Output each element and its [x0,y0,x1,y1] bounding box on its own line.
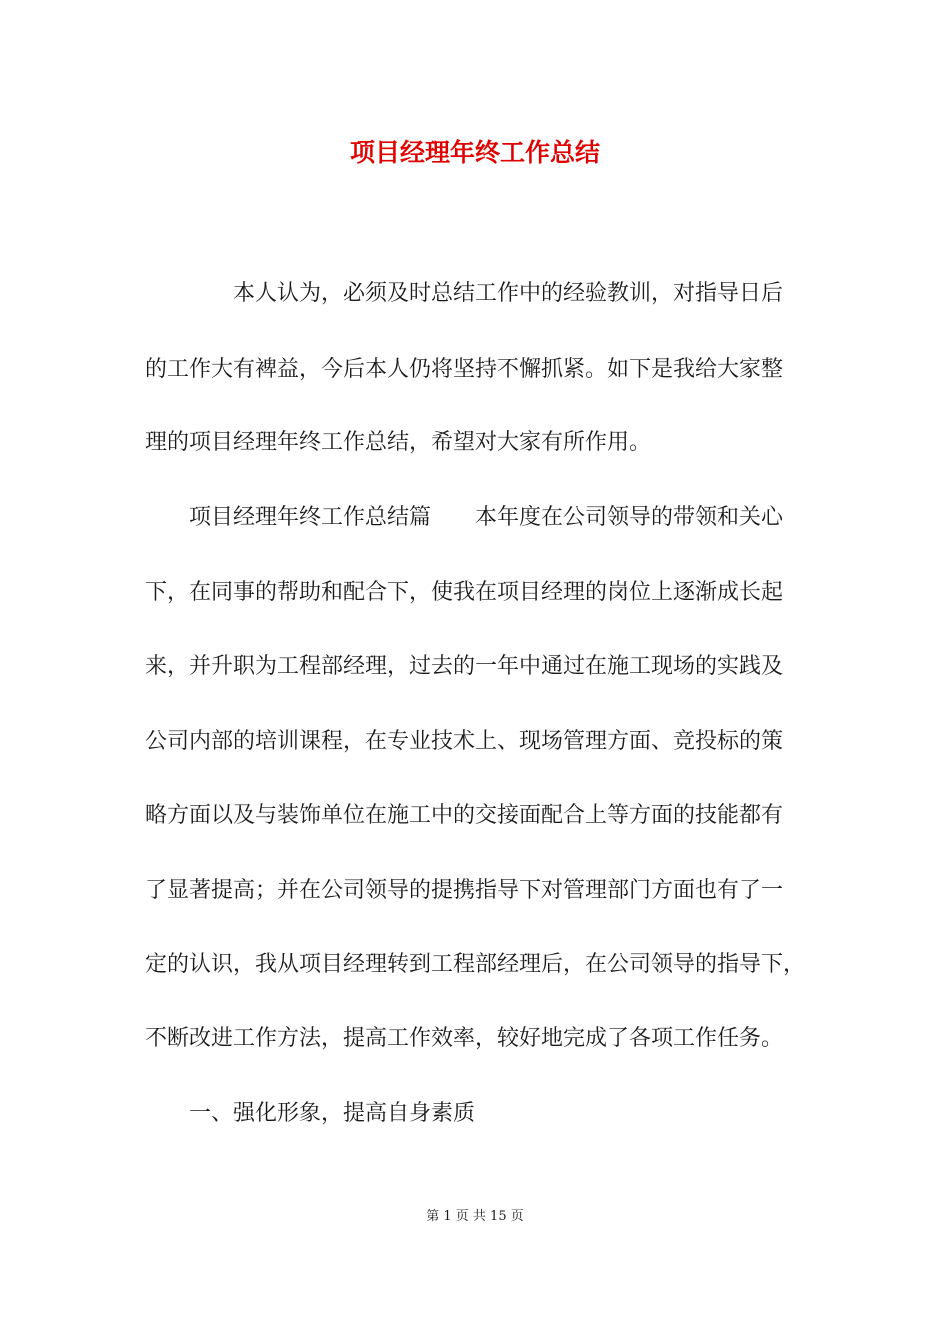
document-title: 项目经理年终工作总结 [349,138,600,167]
paragraph-line: 下，在同事的帮助和配合下，使我在项目经理的岗位上逐渐成长起 [145,580,784,605]
paragraph-line: 定的认识，我从项目经理转到工程部经理后，在公司领导的指导下， [145,952,806,977]
paragraph-line: 理的项目经理年终工作总结，希望对大家有所作用。 [145,430,652,455]
paragraph-line: 来，并升职为工程部经理，过去的一年中通过在施工现场的实践及 [145,654,784,679]
section-heading: 一、强化形象，提高自身素质 [189,1101,476,1126]
paragraph-line: 的工作大有裨益，今后本人仍将坚持不懈抓紧。如下是我给大家整 [145,357,784,382]
paragraph-line: 项目经理年终工作总结篇 本年度在公司领导的带领和关心 [189,505,784,530]
paragraph-line: 公司内部的培训课程，在专业技术上、现场管理方面、竞投标的策 [145,729,784,754]
paragraph-line: 了显著提高；并在公司领导的提携指导下对管理部门方面也有了一 [145,878,784,903]
paragraph-line: 本人认为，必须及时总结工作中的经验教训，对指导日后 [233,281,784,306]
paragraph-line: 不断改进工作方法，提高工作效率，较好地完成了各项工作任务。 [145,1026,784,1051]
page-number: 第 1 页 共 15 页 [426,1209,524,1224]
paragraph-line: 略方面以及与装饰单位在施工中的交接面配合上等方面的技能都有 [145,803,784,828]
